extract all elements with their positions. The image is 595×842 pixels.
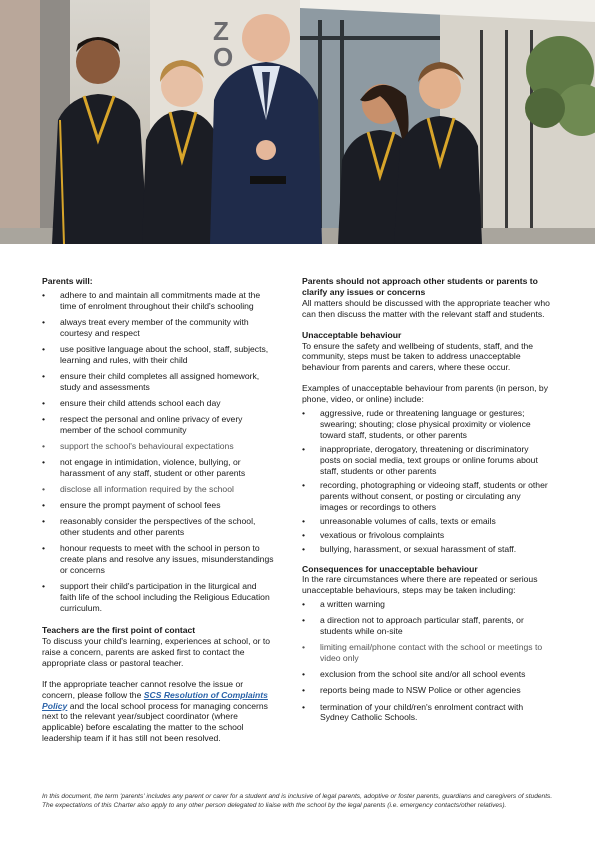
list-item: • a direction not to approach particular staff, parents, or students while on-site xyxy=(302,615,550,637)
list-item: • ensure the prompt payment of school fees xyxy=(42,500,274,511)
list-item: • limiting email/phone contact with the school or meetings to video only xyxy=(302,642,550,664)
list-item: • always treat every member of the community with courtesy and respect xyxy=(42,317,274,339)
list-item: • ensure their child attends school each day xyxy=(42,398,274,409)
list-item: • vexatious or frivolous complaints xyxy=(302,530,550,541)
escalation-text-end: and the local school process for managing concerns next to the relevant year/subject coordinator (where applicable) before escalating the matter to the school leadership team if it has still not been resolved. xyxy=(42,700,268,744)
escalation-text-start: If the appropriate teacher cannot resolve the issue or concern, please follow the xyxy=(42,678,244,700)
approach-heading: Parents should not approach other students or parents to clarify any issues or concerns xyxy=(302,276,538,297)
list-item: • recording, photographing or videoing staff, students or other parents without consent, or posting or circulating any images or recordings to others xyxy=(302,480,550,513)
list-item: • support the school's behavioural expectations xyxy=(42,441,274,452)
list-item: • exclusion from the school site and/or all school events xyxy=(302,669,550,680)
approach-body: All matters should be discussed with the appropriate teacher who can then discuss the matter with the relevant staff and students. xyxy=(302,297,550,319)
list-item: • unreasonable volumes of calls, texts or emails xyxy=(302,516,550,527)
teachers-heading: Teachers are the first point of contact xyxy=(42,625,196,636)
consequences-heading: Consequences for unacceptable behaviour xyxy=(302,563,478,574)
hero-photo xyxy=(0,0,595,244)
list-item: • honour requests to meet with the school in person to create plans and resolve any issues, misunderstandings or concerns xyxy=(42,543,274,576)
school-group-photo-icon xyxy=(0,0,595,244)
list-item: • use positive language about the school, staff, subjects, learning and rules, with their child xyxy=(42,344,274,366)
escalation-paragraph xyxy=(42,679,274,744)
list-item: • reports being made to NSW Police or other agencies xyxy=(302,685,550,696)
list-item: • bullying, harassment, or sexual harassment of staff. xyxy=(302,544,550,555)
left-column xyxy=(42,276,274,744)
list-item: • ensure their child completes all assigned homework, study and assessments xyxy=(42,371,274,393)
unacceptable-body: To ensure the safety and wellbeing of students, staff, and the community, steps must be taken to address unacceptable behaviour from parents and carers, where these occur. xyxy=(302,340,534,373)
list-item: • adhere to and maintain all commitments made at the time of enrolment throughout their child's schooling xyxy=(42,290,274,312)
list-item: • aggressive, rude or threatening language or gestures; swearing; shouting; close physical proximity or violence toward staff, students, or other parents xyxy=(302,408,550,441)
complaints-policy-link[interactable]: SCS Resolution of Complaints Policy xyxy=(42,689,268,711)
list-item: • a written warning xyxy=(302,599,550,610)
svg-text:Z: Z xyxy=(213,16,229,46)
list-item: • inappropriate, derogatory, threatening or discriminatory posts on social media, text groups or online forums about staff, students or other parents xyxy=(302,444,550,477)
footnote: In this document, the term 'parents' includes any parent or carer for a student and is inclusive of legal parents, adoptive or foster parents, guardians and caregivers of students. The expectations of this Charter also apply to any other person delegated to liaise with the school by the legal parents (i.e. emergency contacts/other relatives). xyxy=(42,793,553,809)
right-column xyxy=(302,276,550,729)
teachers-body: To discuss your child's learning, experiences at school, or to raise a concern, parents are asked first to contact the appropriate class or pastoral teacher. xyxy=(42,636,271,668)
list-item: • not engage in intimidation, violence, bullying, or harassment of any staff, student or other parents xyxy=(42,457,274,479)
examples-list xyxy=(302,408,550,554)
examples-intro: Examples of unacceptable behaviour from parents (in person, by phone, video, or online) include: xyxy=(302,383,549,405)
list-item: • reasonably consider the perspectives of the school, other students and other parents xyxy=(42,516,274,538)
consequences-list xyxy=(302,599,550,723)
list-item: • termination of your child/ren's enrolment contract with Sydney Catholic Schools. xyxy=(302,702,550,724)
svg-text:O: O xyxy=(213,42,234,72)
list-item: • respect the personal and online privacy of every member of the school community xyxy=(42,414,274,436)
parents-will-list xyxy=(42,290,274,614)
list-item: • support their child's participation in the liturgical and faith life of the school including the Religious Education curriculum. xyxy=(42,581,274,614)
parents-will-heading: Parents will: xyxy=(42,276,93,286)
list-item: • disclose all information required by the school xyxy=(42,484,274,495)
unacceptable-heading: Unacceptable behaviour xyxy=(302,329,402,340)
consequences-body: In the rare circumstances where there are repeated or serious unacceptable behaviours, steps may be taken including: xyxy=(302,574,538,596)
